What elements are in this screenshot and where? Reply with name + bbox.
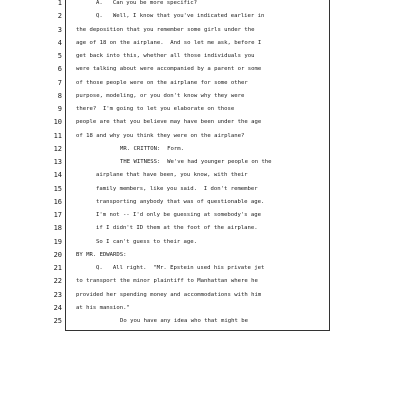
line-text: people are that you believe may have been under the age bbox=[76, 119, 262, 126]
line-text: provided her spending money and accommodations with him bbox=[76, 291, 262, 298]
transcript-line bbox=[0, 315, 330, 328]
line-text: So I can't guess to their age. bbox=[96, 238, 198, 245]
line-number: 3 bbox=[57, 25, 62, 34]
bottom-margin-rule bbox=[65, 330, 330, 331]
transcript-line bbox=[0, 222, 330, 235]
transcript-line bbox=[0, 90, 330, 103]
line-text: MR. CRITTON: Form. bbox=[120, 145, 184, 152]
line-number: 17 bbox=[53, 211, 62, 219]
line-text: BY MR. EDWARDS: bbox=[76, 251, 127, 258]
line-number: 18 bbox=[53, 224, 62, 233]
line-text: to transport the minor plaintiff to Manhattan where he bbox=[76, 278, 258, 285]
line-text: airplane that have been, you know, with their bbox=[96, 172, 248, 179]
line-number: 8 bbox=[57, 91, 62, 100]
line-text: of 18 and why you think they were on the airplane? bbox=[76, 132, 245, 139]
transcript-line bbox=[0, 103, 330, 116]
line-text: Q. All right. "Mr. Epstein used his private jet bbox=[96, 265, 265, 271]
transcript-line bbox=[0, 169, 330, 182]
line-text: age of 18 on the airplane. And so let me ask, before I bbox=[76, 39, 262, 46]
transcript-line bbox=[0, 63, 330, 76]
line-number: 4 bbox=[57, 38, 62, 47]
transcript-line bbox=[0, 50, 330, 63]
transcript-line bbox=[0, 10, 330, 23]
line-text: the deposition that you remember some girls under the bbox=[76, 26, 255, 33]
transcript-line bbox=[0, 302, 330, 315]
line-text: if I didn't ID them at the foot of the airplane. bbox=[96, 225, 258, 232]
transcript-line bbox=[0, 130, 330, 143]
line-text: I'm not -- I'd only be guessing at somebody's age bbox=[96, 212, 262, 218]
line-text: get back into this, whether all those individuals you bbox=[76, 53, 255, 59]
line-number: 15 bbox=[53, 184, 62, 193]
transcript-line bbox=[0, 275, 330, 288]
transcript-line bbox=[0, 37, 330, 50]
line-number: 6 bbox=[57, 65, 62, 74]
line-number: 22 bbox=[53, 277, 62, 286]
line-text: purpose, modeling, or you don't know why they were bbox=[76, 92, 245, 99]
transcript-line bbox=[0, 249, 330, 262]
line-number: 21 bbox=[53, 264, 62, 272]
line-text: Q. Well, I know that you've indicated earlier in bbox=[96, 13, 265, 20]
line-number: 11 bbox=[53, 131, 62, 140]
line-number: 2 bbox=[57, 12, 62, 21]
transcript-line bbox=[0, 236, 330, 249]
line-number: 23 bbox=[53, 290, 62, 299]
line-text: of those people were on the airplane for some other bbox=[76, 79, 248, 86]
transcript-line bbox=[0, 143, 330, 156]
line-number: 7 bbox=[57, 78, 62, 87]
line-text: were talking about were accompanied by a parent or some bbox=[76, 66, 262, 73]
line-text: at his mansion." bbox=[76, 304, 130, 311]
line-text: Do you have any idea who that might be bbox=[120, 318, 248, 324]
transcript-line bbox=[0, 24, 330, 37]
line-number: 10 bbox=[53, 118, 62, 127]
transcript-line bbox=[0, 116, 330, 129]
transcript-line bbox=[0, 289, 330, 302]
line-number: 1 bbox=[57, 0, 62, 7]
transcript-line bbox=[0, 156, 330, 169]
transcript-line bbox=[0, 196, 330, 209]
line-number: 16 bbox=[53, 197, 62, 206]
line-number: 24 bbox=[53, 303, 62, 312]
line-number: 20 bbox=[53, 250, 62, 259]
line-number: 19 bbox=[53, 237, 62, 246]
line-text: A. Can you be more specific? bbox=[96, 0, 198, 6]
line-text: family members, like you said. I don't remember bbox=[96, 185, 258, 192]
transcript-line bbox=[0, 77, 330, 90]
line-text: transporting anybody that was of questionable age. bbox=[96, 198, 265, 205]
line-number: 13 bbox=[53, 158, 62, 166]
transcript-line bbox=[0, 183, 330, 196]
line-number: 5 bbox=[57, 52, 62, 60]
line-text: THE WITNESS: We've had younger people on the bbox=[120, 159, 272, 165]
transcript-line bbox=[0, 209, 330, 222]
transcript-line bbox=[0, 0, 330, 10]
transcript-line bbox=[0, 262, 330, 275]
line-text: there? I'm going to let you elaborate on those bbox=[76, 106, 235, 112]
line-number: 12 bbox=[53, 144, 62, 153]
line-number: 14 bbox=[53, 171, 62, 180]
line-number: 9 bbox=[57, 105, 62, 113]
line-number: 25 bbox=[53, 317, 62, 325]
